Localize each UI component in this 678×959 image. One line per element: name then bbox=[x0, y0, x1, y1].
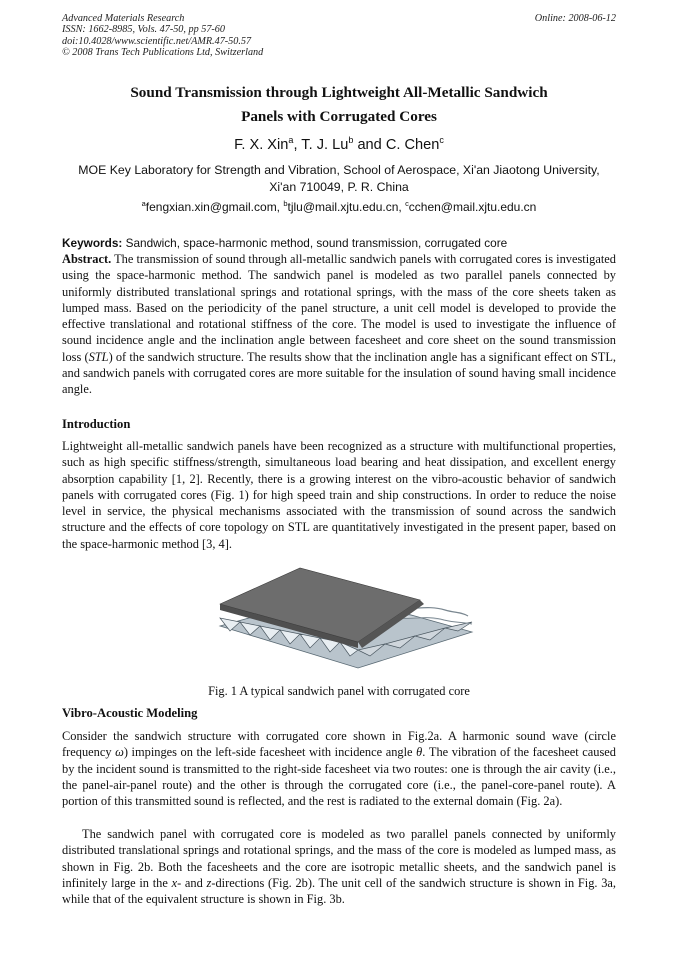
email-c-mark: c bbox=[405, 199, 409, 208]
figure-1-caption: Fig. 1 A typical sandwich panel with corrugated core bbox=[208, 684, 470, 698]
author-3-affil-mark: c bbox=[439, 135, 444, 146]
author-3: and C. Chen bbox=[353, 137, 440, 153]
title-line-1: Sound Transmission through Lightweight All-Metallic Sandwich bbox=[130, 84, 548, 101]
email-b-mark: b bbox=[283, 199, 288, 208]
modeling-p2-text-a: The sandwich panel with corrugated core is modeled as two parallel panels connected by uniformly distributed translational springs and rotational springs, and the mass of the core is modeled as lumped mass, as shown in Fig. 2b. Both the facesheets and the core are isotropic metallic sheets, and the sandwich panel is infinitely large in the bbox=[62, 827, 616, 890]
journal-header bbox=[62, 13, 263, 59]
modeling-paragraph-2 bbox=[62, 826, 616, 907]
abstract-text-2: ) of the sandwich structure. The results show that the inclination angle has a significant effect on STL, and sandwich panels with corrugated cores are more suitable for the insulation of sound having small incidence angle. bbox=[62, 349, 616, 397]
modeling-p1-text-c: . The vibration of the facesheet caused by the incident sound is transmitted to the right-side facesheet via two routes: one is through the air cavity (i.e., the panel-air-panel route) and the other is through the corrugated core (i.e., the panel-core-panel route). A portion of this transmitted sound is reflected, and the rest is radiated to the external domain (Fig. 2a). bbox=[62, 745, 616, 809]
author-emails bbox=[62, 200, 616, 214]
modeling-paragraph-1 bbox=[62, 728, 616, 809]
author-2-affil-mark: b bbox=[348, 135, 354, 146]
modeling-p2-text-b: - and bbox=[177, 875, 207, 890]
copyright-line: © 2008 Trans Tech Publications Ltd, Switzerland bbox=[62, 47, 264, 59]
email-b[interactable]: tjlu@mail.xjtu.edu.cn, bbox=[287, 200, 406, 214]
abstract bbox=[62, 251, 616, 398]
affiliation-line-1: MOE Key Laboratory for Strength and Vibration, School of Aerospace, Xi'an Jiaotong University, bbox=[78, 163, 600, 177]
omega-symbol: ω bbox=[115, 745, 124, 760]
paper-title bbox=[62, 81, 616, 129]
affiliation-line-2: Xi'an 710049, P. R. China bbox=[269, 180, 409, 194]
introduction-heading: Introduction bbox=[62, 417, 131, 431]
modeling-heading: Vibro-Acoustic Modeling bbox=[62, 706, 198, 720]
theta-symbol: θ bbox=[416, 745, 423, 760]
affiliation bbox=[62, 162, 616, 196]
email-a[interactable]: fengxian.xin@gmail.com, bbox=[145, 200, 284, 214]
modeling-p1-text-b: ) impinges on the left-side facesheet with incidence angle bbox=[123, 745, 417, 760]
introduction-text: Lightweight all-metallic sandwich panels have been recognized as a structure with multifunctional properties, such as high specific stiffness/strength, simultaneous load bearing and heat dissipation, and excellent energy absorption capability [1, 2]. Recently, there is a growing interest on the vibro-acoustic behavior of sandwich panels with corrugated cores (Fig. 1) for high speed train and ship constructions. In order to reduce the noise level in service, the physical mechanisms associated with the transmission of sound across the sandwich structure and the effects of core topology on STL are quantitatively investigated in the present paper, based on the space-harmonic method [3, 4]. bbox=[62, 439, 616, 551]
author-list bbox=[62, 137, 616, 153]
z-symbol: z bbox=[206, 875, 212, 890]
journal-name: Advanced Materials Research bbox=[62, 13, 185, 24]
abstract-text-1: The transmission of sound through all-metallic sandwich panels with corrugated cores is investigated using the space-harmonic method. The sandwich panel is modeled as two parallel panels connected by uniformly distributed translational springs and rotational springs, with the mass of the core sheets taken as lumped mass. Based on the periodicity of the panel structure, a unit cell model is developed to provide the effective translational and rotational stiffness of the core. The model is used to investigate the influence of sound incidence angle and the inclination angle between facesheet and core sheet on the sound transmission loss ( bbox=[62, 252, 616, 364]
x-symbol: x bbox=[171, 875, 178, 890]
email-c[interactable]: cchen@mail.xjtu.edu.cn bbox=[408, 200, 537, 214]
abstract-label: Abstract. bbox=[62, 252, 112, 266]
keywords-text: Sandwich, space-harmonic method, sound transmission, corrugated core bbox=[122, 236, 508, 250]
modeling-p1-text-a: Consider the sandwich structure with corrugated core shown in Fig.2a. A harmonic sound wave (circle frequency bbox=[62, 729, 616, 760]
abstract-stl: STL bbox=[88, 349, 109, 364]
author-1: F. X. Xin bbox=[234, 137, 289, 153]
sandwich-panel-figure bbox=[210, 560, 480, 680]
email-a-mark: a bbox=[141, 199, 146, 208]
keywords bbox=[62, 236, 616, 250]
author-1-affil-mark: a bbox=[288, 135, 294, 146]
issn-line: ISSN: 1662-8985, Vols. 47-50, pp 57-60 bbox=[62, 24, 225, 36]
online-date: Online: 2008-06-12 bbox=[534, 13, 616, 24]
keywords-label: Keywords: bbox=[62, 236, 123, 250]
title-line-2: Panels with Corrugated Cores bbox=[241, 108, 437, 125]
modeling-p2-text-c: -directions (Fig. 2b). The unit cell of the sandwich structure is shown in Fig. 3a, while that of the equivalent structure is shown in Fig. 3b. bbox=[62, 875, 616, 907]
author-2: , T. J. Lu bbox=[293, 137, 349, 153]
doi-line: doi:10.4028/www.scientific.net/AMR.47-50.57 bbox=[62, 35, 252, 47]
